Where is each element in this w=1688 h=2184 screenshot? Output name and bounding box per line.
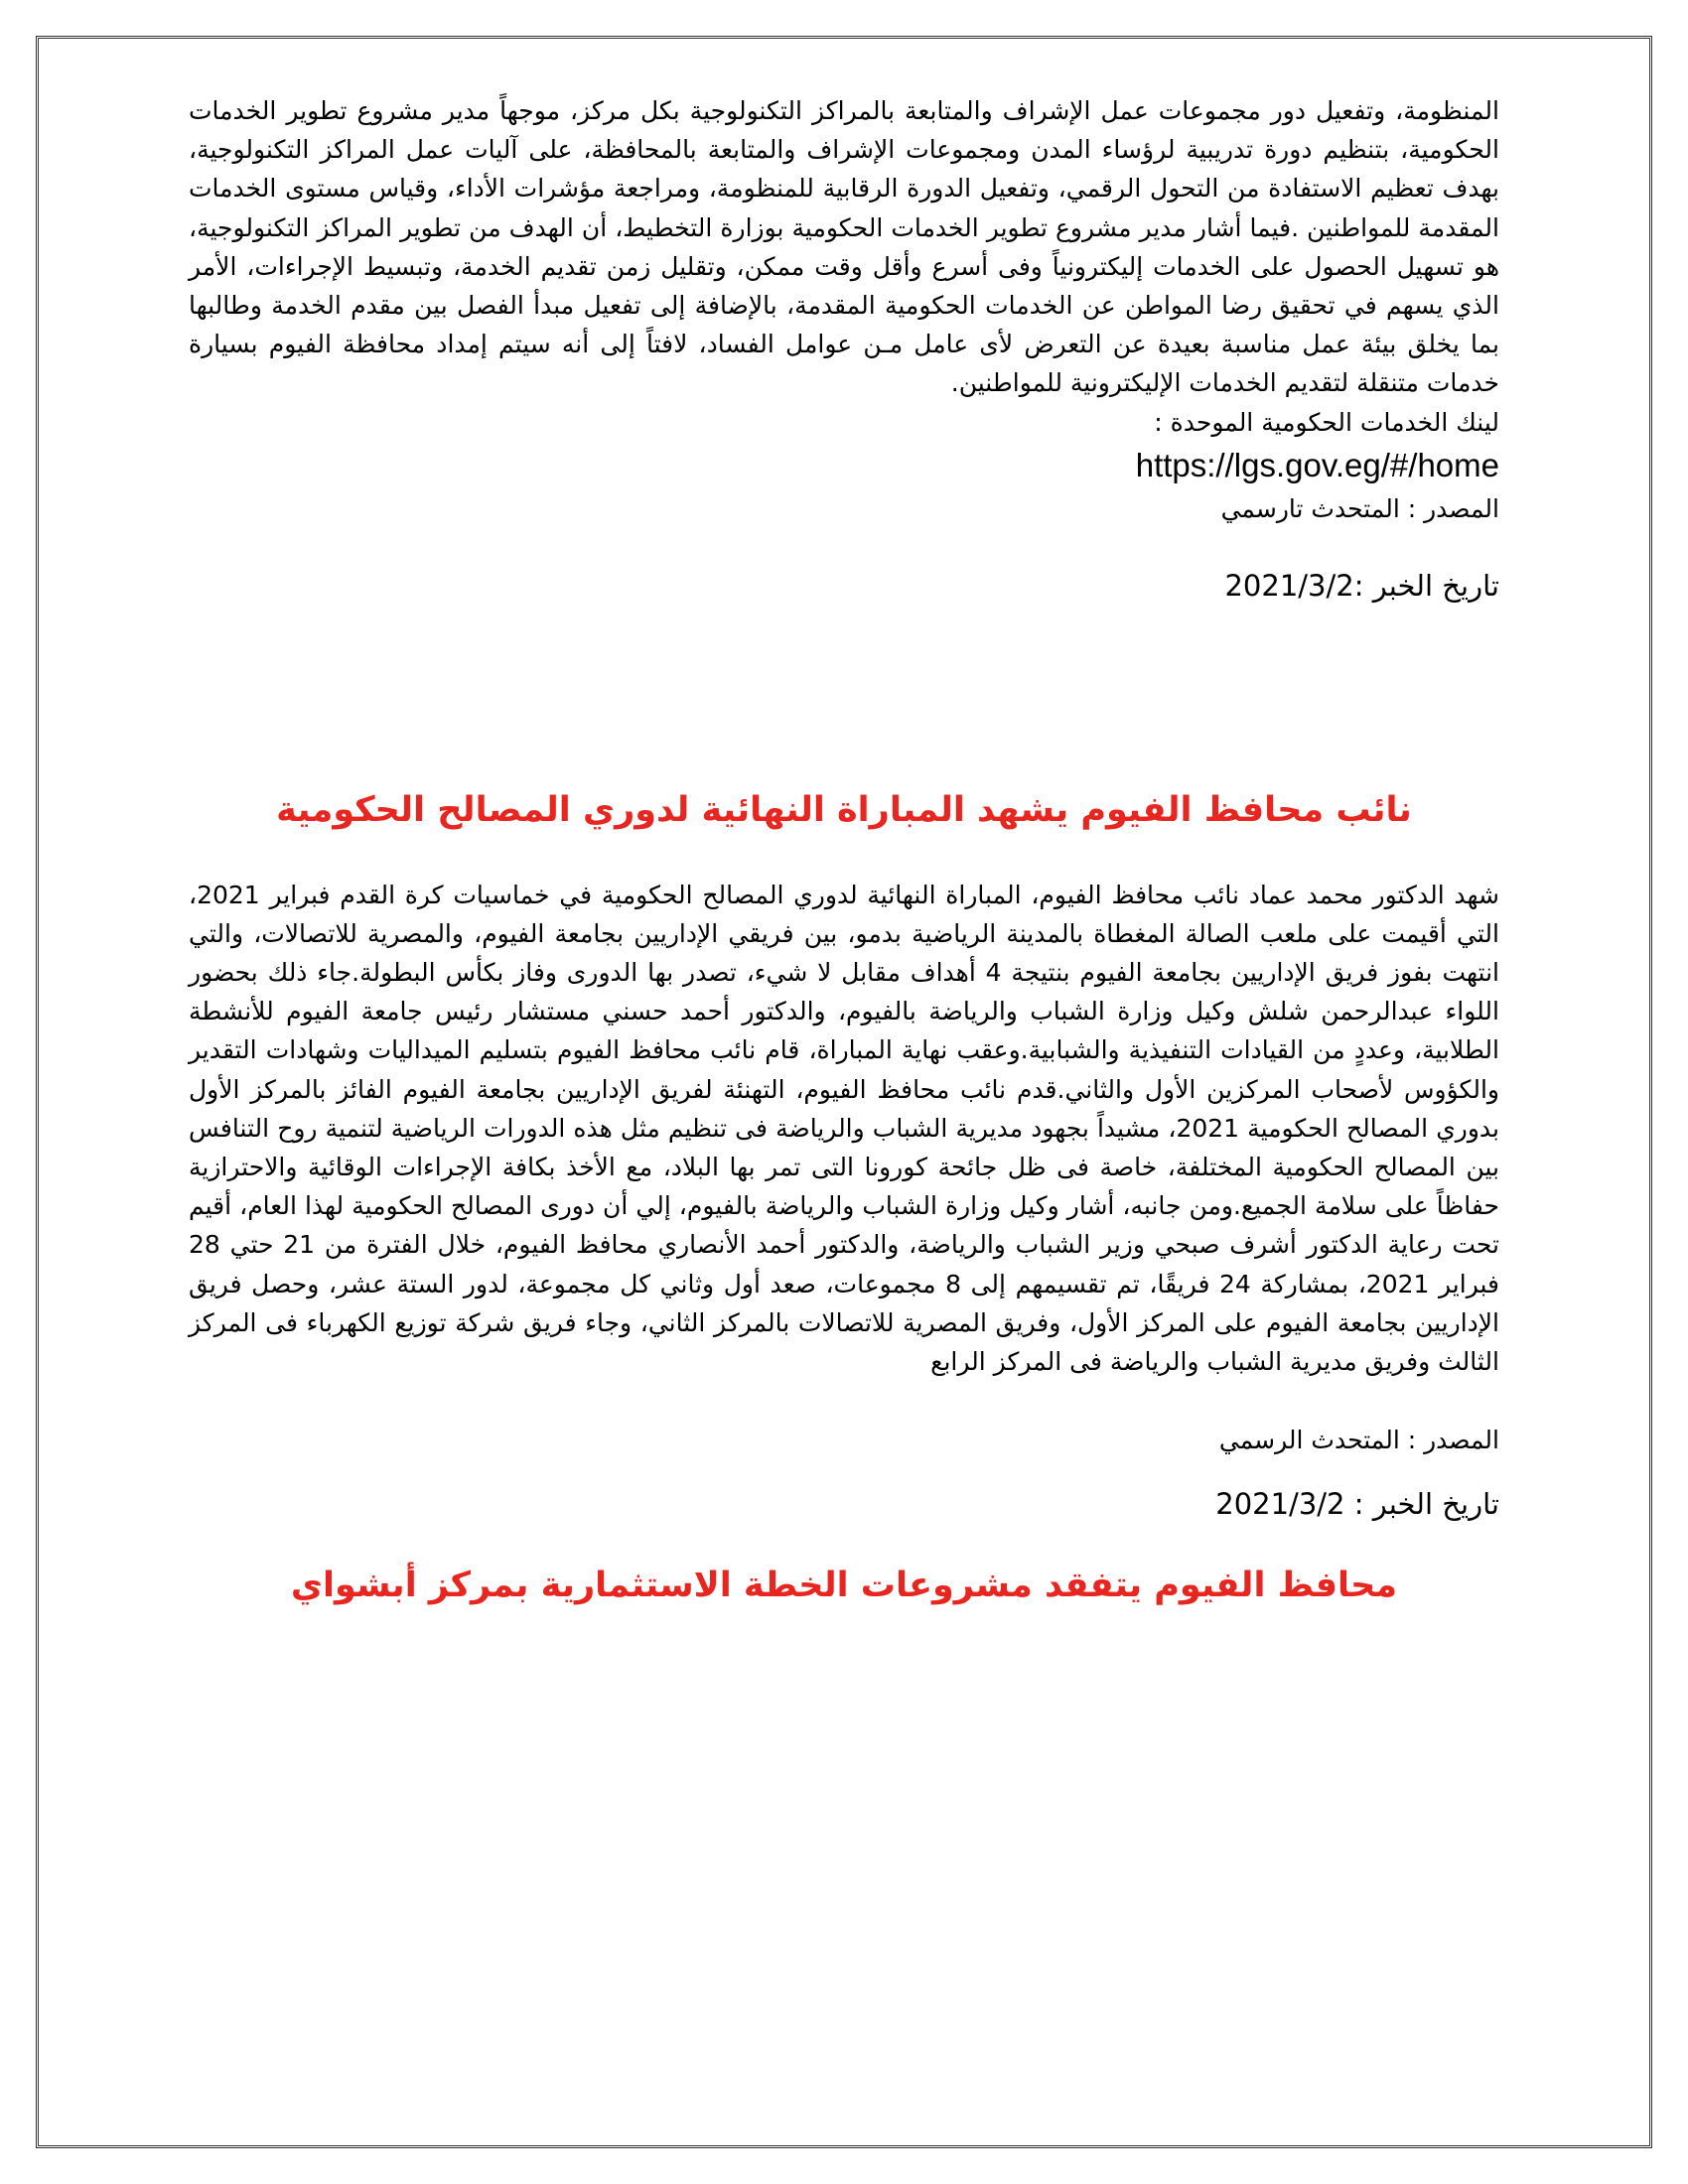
article-1-source: المصدر : المتحدث تارسمي: [1220, 493, 1499, 523]
article-3-headline: محافظ الفيوم يتفقد مشروعات الخطة الاستثمارية بمركز أبشواي: [290, 1566, 1398, 1606]
article-1-date: تاريخ الخبر :2021/3/2: [1224, 568, 1499, 603]
article-2-date: تاريخ الخبر : 2021/3/2: [1215, 1487, 1499, 1522]
article-2-headline: نائب محافظ الفيوم يشهد المباراة النهائية لدوري المصالح الحكومية: [276, 789, 1412, 830]
article-2-body: شهد الدكتور محمد عماد نائب محافظ الفيوم، المباراة النهائية لدوري المصالح الحكومية في خماسيات كرة القدم فبراير 2021، التي أقيمت على ملعب الصالة المغطاة بالمدينة الرياضية بدمو، بين فريقي الإداريين بجامعة الفيوم، والمصرية للاتصالات، والتي انتهت بفوز فريق الإداريين بجامعة الفيوم بنتيجة 4 أهداف مقابل لا شيء، تصدر بها الدورى وفاز بكأس البطولة.جاء ذلك بحضور اللواء عبدالرحمن شلش وكيل وزارة الشباب والرياضة بالفيوم، والدكتور أحمد حسني مستشار رئيس جامعة الفيوم للأنشطة الطلابية، وعددٍ من القيادات التنفيذية والشبابية.وعقب نهاية المباراة، قام نائب محافظ الفيوم بتسليم الميداليات وشهادات التقدير والكؤوس لأصحاب المركزين الأول والثاني.قدم نائب محافظ الفيوم، التهنئة لفريق الإداريين بجامعة الفيوم الفائز بالمركز الأول بدوري المصالح الحكومية 2021، مشيداً بجهود مديرية الشباب والرياضة فى تنظيم مثل هذه الدورات الرياضية لتنمية روح التنافس بين المصالح الحكومية المختلفة، خاصة فى ظل جائحة كورونا التى تمر بها البلاد، مع الأخذ بكافة الإجراءات الوقائية والاحترازية حفاظاً على سلامة الجميع.ومن جانبه، أشار وكيل وزارة الشباب والرياضة بالفيوم، إلي أن دورى المصالح الحكومية لهذا العام، أقيم تحت رعاية الدكتور أشرف صبحي وزير الشباب والرياضة، والدكتور أحمد الأنصاري محافظ الفيوم، خلال الفترة من 21 حتي 28 فبراير 2021، بمشاركة 24 فريقًا، تم تقسيمهم إلى 8 مجموعات، صعد أول وثاني كل مجموعة، لدور الستة عشر، وحصل فريق الإداريين بجامعة الفيوم على المركز الأول، وفريق المصرية للاتصالات بالمركز الثاني، وجاء فريق شركة توزيع الكهرباء فى المركز الثالث وفريق مديرية الشباب والرياضة فى المركز الرابع: [189, 880, 1499, 1377]
document-content: [189, 91, 1499, 1609]
article-2-source: المصدر : المتحدث الرسمي: [1218, 1426, 1499, 1455]
article-1-link-url[interactable]: https://lgs.gov.eg/#/home: [1135, 446, 1499, 483]
article-1-body: المنظومة، وتفعيل دور مجموعات عمل الإشراف والمتابعة بالمراكز التكنولوجية بكل مركز، موجهاً مدير مشروع تطوير الخدمات الحكومية، بتنظيم دورة تدريبية لرؤساء المدن ومجموعات الإشراف والمتابعة بالمحافظة، على آليات عمل المراكز التكنولوجية، بهدف تعظيم الاستفادة من التحول الرقمي، وتفعيل الدورة الرقابية للمنظومة، ومراجعة مؤشرات الأداء، وقياس مستوى الخدمات المقدمة للمواطنين .فيما أشار مدير مشروع تطوير الخدمات الحكومية بوزارة التخطيط، أن الهدف من تطوير المراكز التكنولوجية، هو تسهيل الحصول على الخدمات إليكترونياً وفى أسرع وأقل وقت ممكن، وتقليل زمن تقديم الخدمة، وتبسيط الإجراءات، الأمر الذي يسهم في تحقيق رضا المواطن عن الخدمات الحكومية المقدمة، بالإضافة إلى تفعيل مبدأ الفصل بين مقدم الخدمة وطالبها بما يخلق بيئة عمل مناسبة بعيدة عن التعرض لأى عامل مـن عوامل الفساد، لافتاً إلى أنه سيتم إمداد محافظة الفيوم بسيارة خدمات متنقلة لتقديم الخدمات الإليكترونية للمواطنين.: [189, 96, 1499, 398]
article-1-link-label: لينك الخدمات الحكومية الموحدة :: [1154, 407, 1499, 437]
